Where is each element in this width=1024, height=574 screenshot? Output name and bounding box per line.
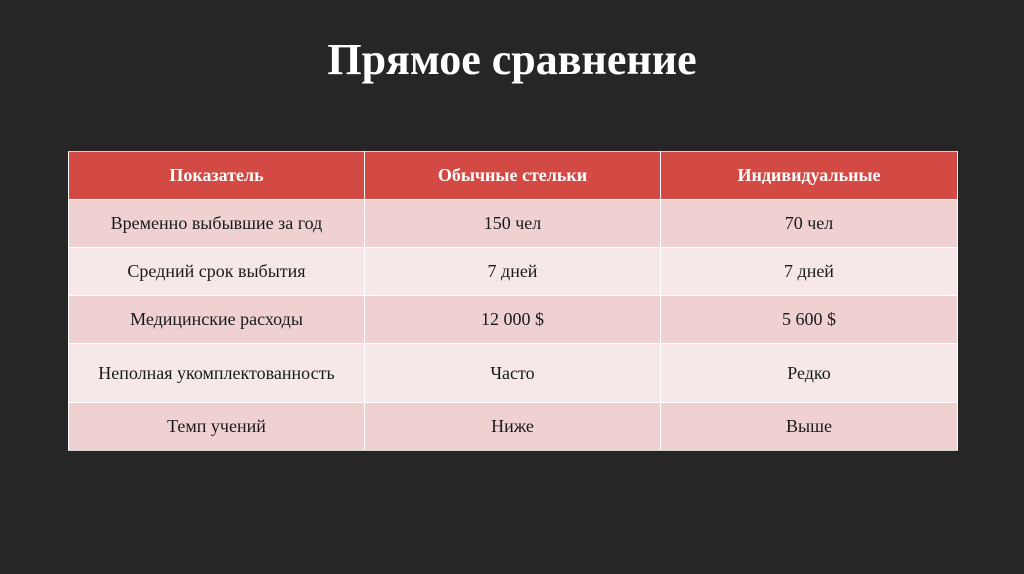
- header-regular-insoles: Обычные стельки: [365, 152, 661, 200]
- slide-title: Прямое сравнение: [327, 35, 697, 84]
- row-label: Неполная укомплектованность: [69, 344, 365, 403]
- table-row: [69, 403, 958, 451]
- row-value-individual: Выше: [661, 403, 958, 451]
- row-value-regular: Ниже: [365, 403, 661, 451]
- row-label: Средний срок выбытия: [69, 248, 365, 296]
- table-header-row: [69, 152, 958, 200]
- row-value-regular: 150 чел: [365, 200, 661, 248]
- row-value-regular: 12 000 $: [365, 296, 661, 344]
- row-value-regular: 7 дней: [365, 248, 661, 296]
- row-value-individual: 7 дней: [661, 248, 958, 296]
- header-indicator: Показатель: [69, 152, 365, 200]
- row-value-individual: 5 600 $: [661, 296, 958, 344]
- row-label: Временно выбывшие за год: [69, 200, 365, 248]
- table-row: [69, 296, 958, 344]
- row-value-regular: Часто: [365, 344, 661, 403]
- table-row: [69, 200, 958, 248]
- row-value-individual: Редко: [661, 344, 958, 403]
- comparison-table: [68, 151, 958, 451]
- table-row: [69, 248, 958, 296]
- row-label: Медицинские расходы: [69, 296, 365, 344]
- row-value-individual: 70 чел: [661, 200, 958, 248]
- table-row: [69, 344, 958, 403]
- header-individual: Индивидуальные: [661, 152, 958, 200]
- row-label: Темп учений: [69, 403, 365, 451]
